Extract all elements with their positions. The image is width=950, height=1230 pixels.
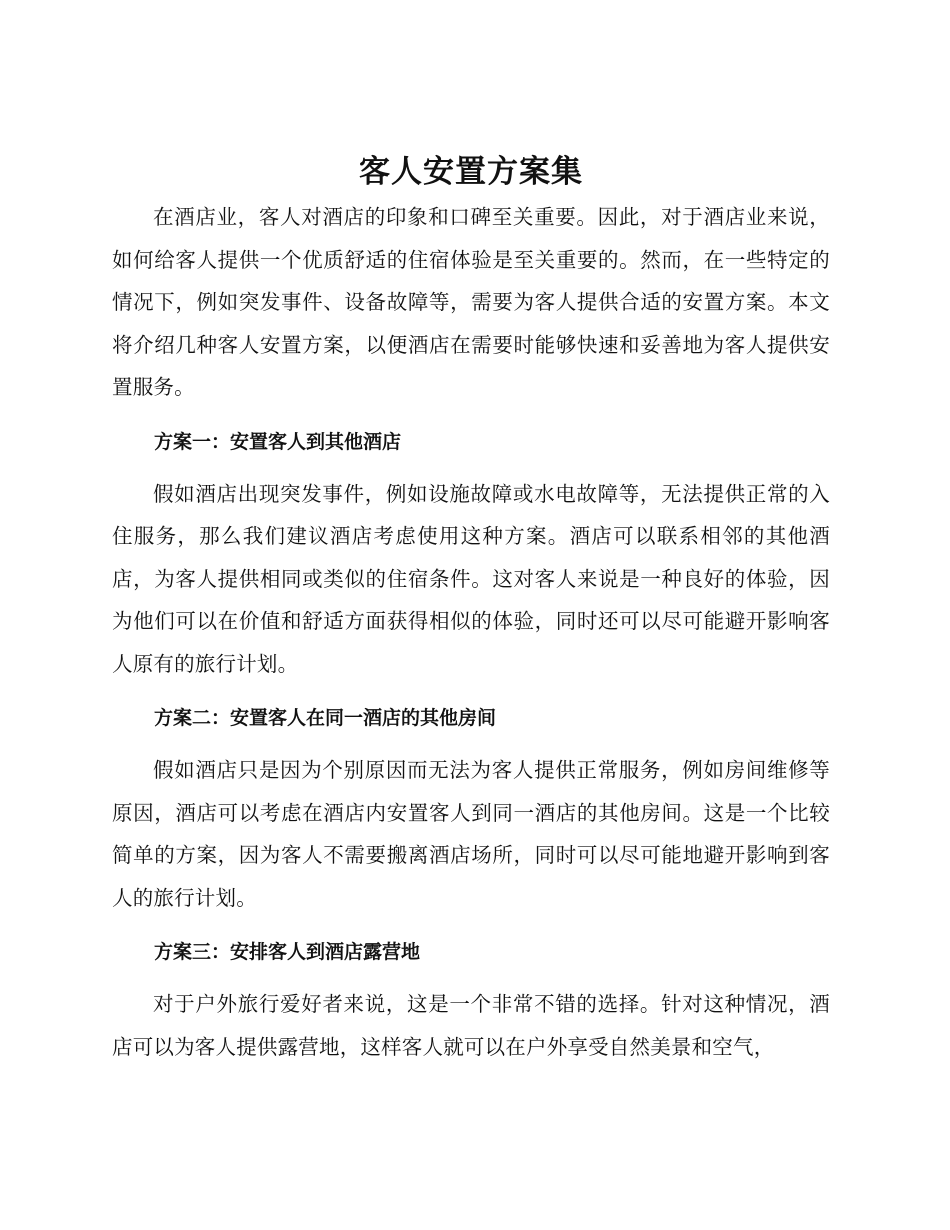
section-heading: 方案二：安置客人在同一酒店的其他房间	[154, 707, 497, 729]
section-1	[112, 421, 830, 686]
section-body: 假如酒店只是因为个别原因而无法为客人提供正常服务，例如房间维修等原因，酒店可以考虑在酒店内安置客人到同一酒店的其他房间。这是一个比较简单的方案，因为客人不需要搬离酒店场所，同时可以尽可能地避开影响到客人的旅行计划。	[112, 758, 830, 910]
intro-paragraph: 在酒店业，客人对酒店的印象和口碑至关重要。因此，对于酒店业来说，如何给客人提供一个优质舒适的住宿体验是至关重要的。然而，在一些特定的情况下，例如突发事件、设备故障等，需要为客人提供合适的安置方案。本文将介绍几种客人安置方案，以便酒店在需要时能够快速和妥善地为客人提供安置服务。	[112, 205, 830, 399]
section-2	[112, 697, 830, 919]
document-title: 客人安置方案集	[359, 154, 583, 190]
section-heading: 方案三：安排客人到酒店露营地	[154, 941, 421, 963]
document-content	[112, 150, 830, 1068]
section-3	[112, 931, 830, 1068]
section-heading: 方案一：安置客人到其他酒店	[154, 430, 402, 453]
section-body: 对于户外旅行爱好者来说，这是一个非常不错的选择。针对这种情况，酒店可以为客人提供露营地，这样客人就可以在户外享受自然美景和空气，	[112, 992, 830, 1059]
section-body: 假如酒店出现突发事件，例如设施故障或水电故障等，无法提供正常的入住服务，那么我们建议酒店考虑使用这种方案。酒店可以联系相邻的其他酒店，为客人提供相同或类似的住宿条件。这对客人来说是一种良好的体验，因为他们可以在价值和舒适方面获得相似的体验，同时还可以尽可能避开影响客人原有的旅行计划。	[112, 481, 830, 676]
